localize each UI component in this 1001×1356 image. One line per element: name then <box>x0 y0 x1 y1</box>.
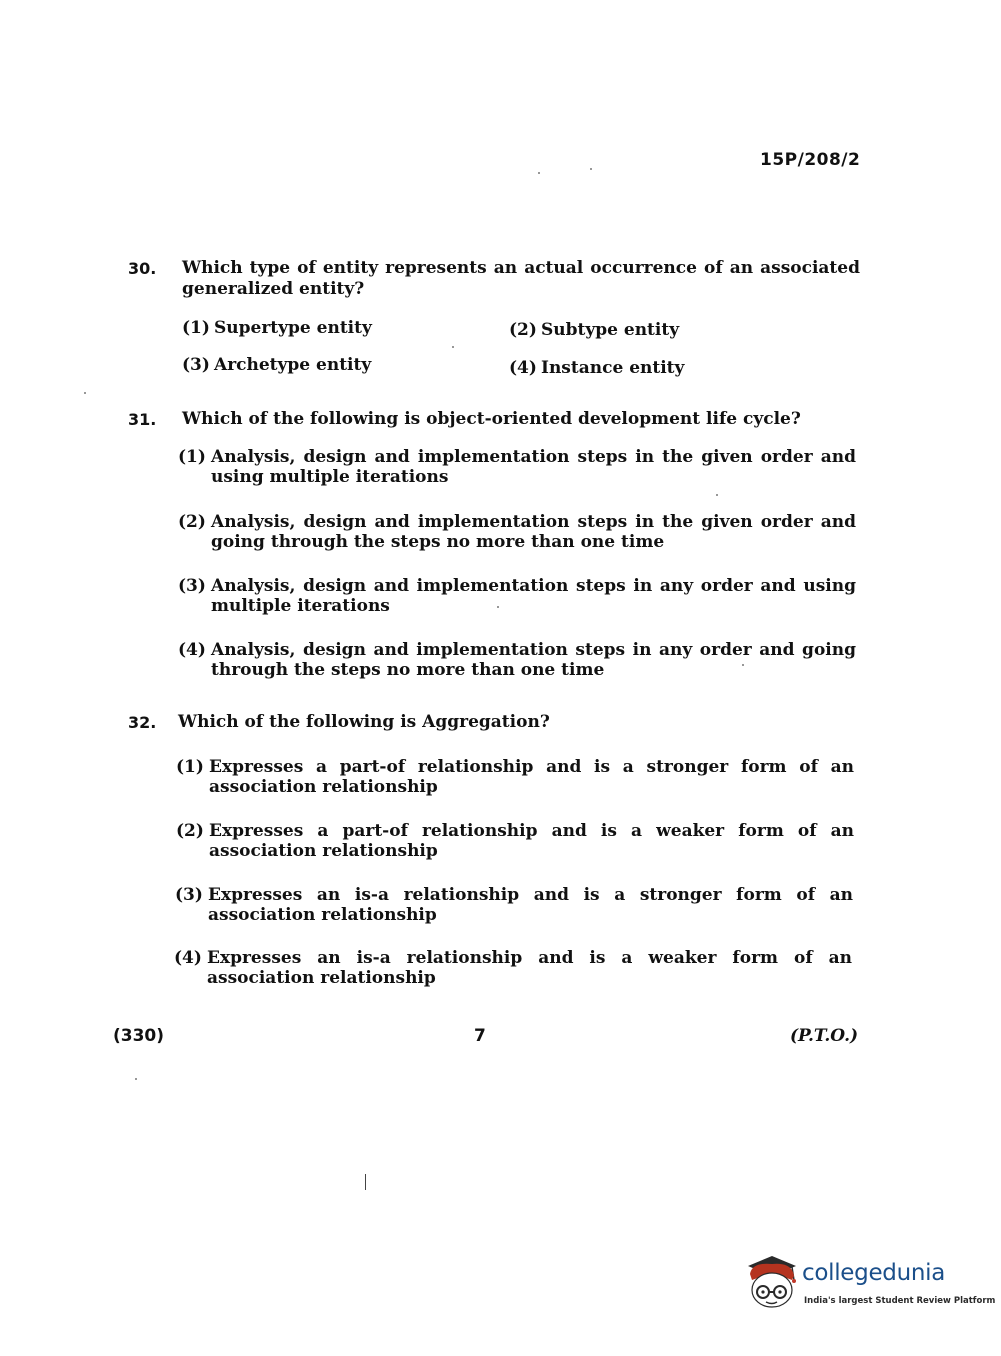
option-item <box>178 512 856 552</box>
option-text: Analysis, design and implementation steps in the given order and going through the steps no more than one time <box>211 512 856 552</box>
option-number: (3) <box>182 355 210 375</box>
option-number: (4) <box>509 358 537 378</box>
option-text: Expresses an is-a relationship and is a stronger form of an association relationship <box>208 885 853 925</box>
option-item <box>509 358 684 378</box>
option-item <box>174 948 852 988</box>
scan-speck <box>590 168 592 170</box>
option-number: (1) <box>178 447 206 467</box>
option-number: (1) <box>176 757 204 777</box>
scan-speck <box>84 392 86 394</box>
option-text: Expresses a part-of relationship and is a weaker form of an association relationship <box>209 821 854 861</box>
option-item <box>176 757 854 797</box>
pto-label: (P.T.O.) <box>790 1026 859 1046</box>
option-item <box>178 576 856 616</box>
option-item <box>178 640 856 680</box>
option-item <box>509 320 679 340</box>
page-number: 7 <box>474 1026 486 1046</box>
option-text: Analysis, design and implementation steps in any order and using multiple iterations <box>211 576 856 616</box>
question-number: 30. <box>128 259 157 278</box>
option-number: (3) <box>178 576 206 596</box>
question-number: 31. <box>128 410 157 429</box>
scan-speck <box>452 346 454 348</box>
option-item <box>182 355 371 375</box>
scan-speck <box>742 664 744 666</box>
scan-speck <box>135 1078 137 1080</box>
option-number: (1) <box>182 318 210 338</box>
question-32 <box>128 712 860 733</box>
collegedunia-logo <box>742 1250 996 1320</box>
footer-code: (330) <box>113 1026 165 1046</box>
option-item <box>176 821 854 861</box>
scan-mark <box>365 1174 366 1190</box>
option-text: Analysis, design and implementation steps in any order and going through the steps no more than one time <box>211 640 856 680</box>
question-30 <box>128 258 860 300</box>
logo-brand-name: collegedunia <box>802 1260 946 1286</box>
question-text: Which type of entity represents an actual occurrence of an associated generalized entity? <box>182 258 860 299</box>
option-number: (2) <box>178 512 206 532</box>
logo-tagline: India's largest Student Review Platform <box>804 1296 996 1306</box>
option-text: Archetype entity <box>214 355 372 375</box>
option-text: Analysis, design and implementation steps in the given order and using multiple iterations <box>211 447 856 487</box>
option-item <box>182 318 372 338</box>
option-text: Instance entity <box>541 358 685 378</box>
paper-code: 15P/208/2 <box>760 150 861 170</box>
option-item <box>175 885 853 925</box>
option-text: Expresses an is-a relationship and is a weaker form of an association relationship <box>207 948 852 988</box>
question-text: Which of the following is Aggregation? <box>178 712 550 732</box>
scan-speck <box>716 494 718 496</box>
scan-speck <box>538 172 540 174</box>
scan-speck <box>497 606 499 608</box>
question-number: 32. <box>128 713 157 732</box>
option-text: Supertype entity <box>214 318 372 338</box>
question-text: Which of the following is object-oriented development life cycle? <box>182 409 801 429</box>
option-item <box>178 447 856 487</box>
option-text: Subtype entity <box>541 320 680 340</box>
option-text: Expresses a part-of relationship and is a stronger form of an association relationship <box>209 757 854 797</box>
option-number: (2) <box>509 320 537 340</box>
student-mascot-icon <box>742 1250 800 1312</box>
option-number: (3) <box>175 885 203 905</box>
option-number: (4) <box>174 948 202 968</box>
question-31 <box>128 409 860 430</box>
option-number: (4) <box>178 640 206 660</box>
option-number: (2) <box>176 821 204 841</box>
